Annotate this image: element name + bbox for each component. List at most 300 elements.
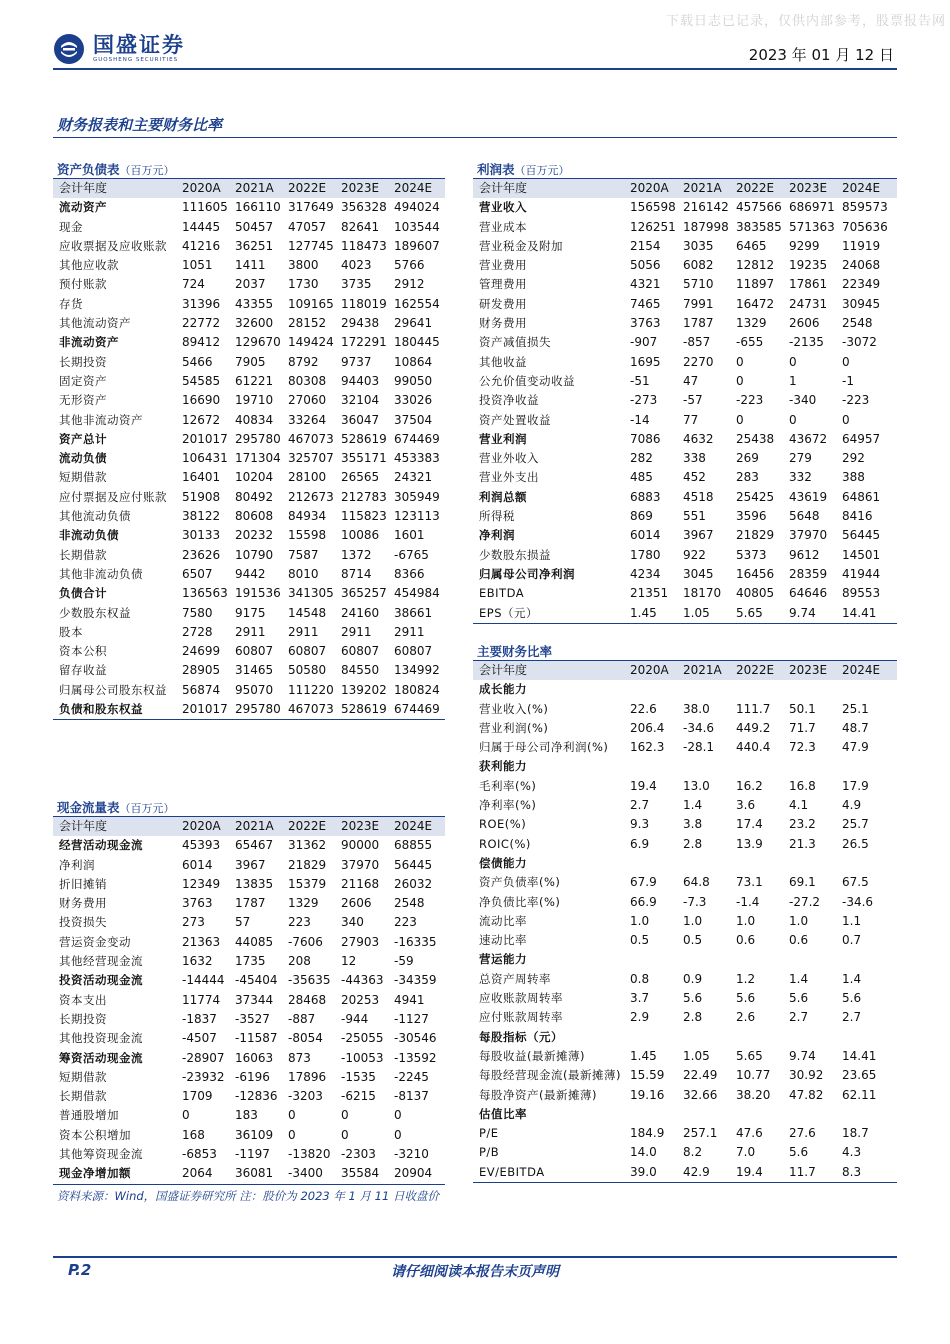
value-cell: 9.74: [786, 604, 839, 624]
row-label-cell: 归属母公司净利润: [479, 566, 575, 581]
row-label-cell: 长期投资: [59, 1011, 107, 1026]
header-year-cell: 2023E: [786, 661, 839, 680]
value-cell: 38661: [394, 605, 433, 620]
company-logo: [53, 30, 185, 68]
value-cell: 3035: [683, 238, 714, 253]
row-label-cell: 净负债比率(%): [479, 894, 561, 909]
value-cell: [627, 757, 680, 776]
value-cell: 21829: [736, 528, 775, 543]
table-row: [473, 700, 897, 719]
value-cell: 724: [182, 277, 205, 292]
value-cell: 24160: [341, 605, 380, 620]
table-section-row: [53, 971, 445, 990]
table-row: [473, 411, 897, 430]
value-cell: 2.6: [736, 1010, 756, 1025]
value-cell: 4234: [630, 566, 661, 581]
table-row: [53, 894, 445, 913]
row-label-cell: 流动比率: [479, 913, 527, 928]
table-row: [53, 546, 445, 565]
row-label-cell: 短期借款: [59, 470, 107, 485]
value-cell: 17896: [288, 1069, 327, 1084]
table-row: [473, 604, 897, 624]
table-section-row: [53, 449, 445, 468]
value-cell: 45393: [182, 838, 221, 853]
value-cell: 12812: [736, 258, 775, 273]
table-row: [473, 1047, 897, 1066]
value-cell: 4.9: [842, 798, 862, 813]
value-cell: 208: [288, 954, 311, 969]
value-cell: 156598: [630, 200, 676, 215]
value-cell: 43672: [789, 431, 828, 446]
value-cell: 6082: [683, 258, 714, 273]
value-cell: 30945: [842, 296, 881, 311]
table-row: [53, 468, 445, 487]
table-section-row: [473, 757, 897, 776]
value-cell: 1695: [630, 354, 661, 369]
value-cell: 1051: [182, 258, 213, 273]
row-label-cell: 负债和股东权益: [53, 700, 179, 720]
row-label-cell: 经营活动现金流: [59, 838, 143, 853]
section-divider: [53, 137, 897, 138]
value-cell: 3735: [341, 277, 372, 292]
value-cell: 15598: [288, 528, 327, 543]
value-cell: [839, 757, 897, 776]
table-row: [53, 391, 445, 410]
value-cell: 27903: [341, 934, 380, 949]
value-cell: 14548: [288, 605, 327, 620]
value-cell: 67.9: [630, 875, 657, 890]
table-title: [473, 643, 897, 661]
value-cell: -7.3: [683, 894, 707, 909]
value-cell: 1.0: [736, 913, 756, 928]
table-unit: （百万元）: [119, 164, 175, 177]
value-cell: 0.6: [789, 933, 809, 948]
table-section-row: [53, 526, 445, 545]
header-year-cell: 2020A: [627, 661, 680, 680]
row-label-cell: 流动资产: [59, 200, 107, 215]
row-label-cell: 短期借款: [59, 1069, 107, 1084]
row-label-cell: 归属于母公司净利润(%): [479, 740, 609, 755]
value-cell: 62.11: [842, 1087, 877, 1102]
page-number: P.2: [68, 1261, 92, 1279]
row-label-cell: 投资损失: [59, 915, 107, 930]
value-cell: 25425: [736, 489, 775, 504]
value-cell: 10864: [394, 354, 433, 369]
row-label-cell: 其他非流动资产: [59, 412, 143, 427]
table-row: [473, 256, 897, 275]
table-row: [53, 875, 445, 894]
value-cell: 2.9: [630, 1010, 650, 1025]
table-title-text: 现金流量表: [57, 800, 120, 815]
value-cell: -7606: [288, 934, 323, 949]
value-cell: 0: [182, 1108, 190, 1123]
table-row: [53, 488, 445, 507]
value-cell: 90000: [341, 838, 380, 853]
value-cell: 1.2: [736, 971, 756, 986]
value-cell: [680, 757, 733, 776]
value-cell: 212673: [288, 489, 334, 504]
value-cell: 47057: [288, 219, 327, 234]
value-cell: -273: [630, 393, 658, 408]
row-label-cell: 其他流动资产: [59, 316, 131, 331]
value-cell: [786, 854, 839, 873]
value-cell: 1.05: [683, 1048, 710, 1063]
value-cell: 8010: [288, 566, 319, 581]
value-cell: [786, 680, 839, 699]
value-cell: -1127: [394, 1011, 429, 1026]
value-cell: 64.8: [683, 875, 710, 890]
value-cell: 36081: [232, 1164, 285, 1184]
value-cell: 71.7: [789, 720, 816, 735]
value-cell: 168: [182, 1127, 205, 1142]
row-label-cell: 公允价值变动收益: [479, 373, 575, 388]
value-cell: 5373: [736, 547, 767, 562]
value-cell: 28359: [789, 566, 828, 581]
value-cell: 36251: [235, 238, 274, 253]
value-cell: 18.7: [842, 1126, 869, 1141]
table-section-row: [53, 1164, 445, 1184]
value-cell: 3.8: [683, 817, 703, 832]
row-label-cell: 财务费用: [479, 316, 527, 331]
value-cell: 10.77: [736, 1068, 771, 1083]
row-label-cell: 其他经营现金流: [59, 954, 143, 969]
value-cell: 40805: [736, 586, 775, 601]
value-cell: 2606: [789, 316, 820, 331]
value-cell: 24068: [842, 258, 881, 273]
value-cell: 39.0: [627, 1163, 680, 1183]
value-cell: 16.8: [789, 778, 816, 793]
value-cell: 686971: [789, 200, 835, 215]
value-cell: 66.9: [630, 894, 657, 909]
value-cell: 4518: [683, 489, 714, 504]
value-cell: -34.6: [683, 720, 715, 735]
table-section-row: [473, 1028, 897, 1047]
table-row: [53, 237, 445, 256]
value-cell: 42.9: [680, 1163, 733, 1183]
value-cell: 16472: [736, 296, 775, 311]
row-label-cell: 留存收益: [59, 663, 107, 678]
logo-english-name: GUOSHENG SECURITIES: [93, 57, 179, 63]
table-row: [473, 237, 897, 256]
row-label-cell: 股本: [59, 624, 83, 639]
value-cell: 106431: [182, 451, 228, 466]
value-cell: [839, 1028, 897, 1047]
row-label-cell: 非流动负债: [59, 528, 119, 543]
table-row: [53, 1029, 445, 1048]
table-row: [53, 1068, 445, 1087]
table-row: [53, 372, 445, 391]
table-row: [53, 623, 445, 642]
income-statement-table: [473, 161, 897, 624]
value-cell: [786, 950, 839, 969]
table-row: [53, 913, 445, 932]
value-cell: 0.9: [683, 971, 703, 986]
value-cell: 44085: [235, 934, 274, 949]
row-label-cell: 少数股东权益: [59, 605, 131, 620]
value-cell: 1601: [394, 528, 425, 543]
row-label-cell: EPS（元）: [473, 604, 627, 624]
value-cell: 60807: [341, 644, 380, 659]
value-cell: 2911: [394, 624, 425, 639]
value-cell: 15.59: [630, 1068, 665, 1083]
value-cell: 4941: [394, 992, 425, 1007]
table-row: [473, 391, 897, 410]
value-cell: [627, 854, 680, 873]
header-year-cell: 2024E: [391, 817, 445, 836]
value-cell: 27.6: [789, 1126, 816, 1141]
value-cell: 25.1: [842, 701, 869, 716]
row-label-cell: 营业利润: [479, 431, 527, 446]
value-cell: 16.2: [736, 778, 763, 793]
value-cell: 11919: [842, 238, 881, 253]
row-label-cell: 净利润: [479, 528, 515, 543]
value-cell: 2911: [235, 624, 266, 639]
table-row: [53, 353, 445, 372]
cash-flow-table: [53, 799, 445, 1185]
table-row: [473, 1008, 897, 1027]
value-cell: 36047: [341, 412, 380, 427]
table-section-row: [53, 700, 445, 720]
value-cell: -57: [683, 393, 703, 408]
value-cell: -4507: [182, 1031, 217, 1046]
value-cell: -2135: [789, 335, 824, 350]
table-row: [53, 314, 445, 333]
value-cell: 1329: [736, 316, 767, 331]
value-cell: 51908: [182, 489, 221, 504]
header-year-cell: 2022E: [285, 817, 338, 836]
value-cell: 38.0: [683, 701, 710, 716]
value-cell: 14501: [842, 547, 881, 562]
value-cell: 41944: [842, 566, 881, 581]
row-label-cell: 总资产周转率: [479, 971, 551, 986]
footer-divider: [53, 1256, 897, 1258]
value-cell: 80492: [235, 489, 274, 504]
value-cell: 2606: [341, 896, 372, 911]
value-cell: [680, 854, 733, 873]
value-cell: -59: [394, 954, 414, 969]
table-row: [473, 1066, 897, 1085]
value-cell: 3045: [683, 566, 714, 581]
value-cell: 6014: [182, 857, 213, 872]
value-cell: 5766: [394, 258, 425, 273]
value-cell: 21363: [182, 934, 221, 949]
value-cell: 21829: [288, 857, 327, 872]
value-cell: 24731: [789, 296, 828, 311]
table-row: [473, 372, 897, 391]
row-label-cell: 现金净增加额: [53, 1164, 179, 1184]
table-title-text: 主要财务比率: [477, 644, 553, 659]
value-cell: 355171: [341, 451, 387, 466]
value-cell: 38122: [182, 509, 221, 524]
value-cell: 31465: [235, 663, 274, 678]
value-cell: -907: [630, 335, 658, 350]
row-label-cell: 营运资金变动: [59, 934, 131, 949]
value-cell: -3400: [285, 1164, 338, 1184]
value-cell: 60807: [394, 644, 433, 659]
value-cell: 12: [341, 954, 357, 969]
value-cell: 89553: [842, 586, 881, 601]
value-cell: 2911: [341, 624, 372, 639]
value-cell: -51: [630, 373, 650, 388]
value-cell: 2064: [179, 1164, 232, 1184]
value-cell: 77: [683, 412, 699, 427]
row-label-cell: 营业利润(%): [479, 720, 549, 735]
value-cell: 61221: [235, 373, 274, 388]
value-cell: 21351: [630, 586, 669, 601]
value-cell: 0: [736, 412, 744, 427]
value-cell: 269: [736, 451, 759, 466]
table-row: [473, 970, 897, 989]
table-row: [473, 835, 897, 854]
value-cell: 873: [288, 1050, 311, 1065]
value-cell: 48.7: [842, 720, 869, 735]
header-year-cell: 2021A: [680, 179, 733, 198]
table-row: [473, 314, 897, 333]
value-cell: 7.0: [736, 1145, 756, 1160]
row-label-cell: 其他投资现金流: [59, 1031, 143, 1046]
value-cell: 64861: [842, 489, 881, 504]
table-row: [473, 989, 897, 1008]
table-row: [473, 1143, 897, 1162]
value-cell: 37504: [394, 412, 433, 427]
row-label-cell: P/B: [479, 1145, 500, 1160]
row-label-cell: 营业税金及附加: [479, 238, 563, 253]
value-cell: 47: [683, 373, 699, 388]
table-row: [473, 449, 897, 468]
value-cell: [627, 1105, 680, 1124]
table-row: [53, 275, 445, 294]
value-cell: 3.7: [630, 991, 650, 1006]
value-cell: 340: [341, 915, 364, 930]
value-cell: 95070: [235, 682, 274, 697]
value-cell: 26565: [341, 470, 380, 485]
value-cell: -13820: [288, 1147, 331, 1162]
header-year-cell: 2022E: [285, 179, 338, 198]
value-cell: 0: [341, 1108, 349, 1123]
value-cell: 22.49: [683, 1068, 718, 1083]
value-cell: 17.4: [736, 817, 763, 832]
value-cell: 7587: [288, 547, 319, 562]
value-cell: 674469: [394, 431, 440, 446]
row-label-cell: 获利能力: [479, 759, 527, 774]
value-cell: -45404: [235, 973, 278, 988]
header-year-cell: 2021A: [232, 179, 285, 198]
table-section-row: [53, 198, 445, 217]
value-cell: 22349: [842, 277, 881, 292]
value-cell: -857: [683, 335, 711, 350]
value-cell: -3527: [235, 1011, 270, 1026]
value-cell: 5.65: [736, 1048, 763, 1063]
table-row: [473, 1086, 897, 1105]
value-cell: 21168: [341, 876, 380, 891]
value-cell: 43619: [789, 489, 828, 504]
value-cell: -655: [736, 335, 764, 350]
value-cell: -887: [288, 1011, 316, 1026]
row-label-cell: 营业成本: [479, 219, 527, 234]
table-header-row: [473, 661, 897, 680]
table-row: [53, 933, 445, 952]
value-cell: -14444: [182, 973, 225, 988]
value-cell: 56445: [394, 857, 433, 872]
value-cell: 1780: [630, 547, 661, 562]
financial-ratios-table: [473, 643, 897, 1183]
value-cell: 9737: [341, 354, 372, 369]
row-label-cell: 营运能力: [479, 952, 527, 967]
value-cell: 33264: [288, 412, 327, 427]
value-cell: 551: [683, 509, 706, 524]
value-cell: 126251: [630, 219, 676, 234]
value-cell: 674469: [391, 700, 445, 720]
table-row: [53, 991, 445, 1010]
value-cell: 5.6: [789, 991, 809, 1006]
data-table: [473, 179, 897, 624]
value-cell: 28468: [288, 992, 327, 1007]
value-cell: 7465: [630, 296, 661, 311]
value-cell: 14445: [182, 219, 221, 234]
value-cell: -44363: [341, 973, 384, 988]
row-label-cell: 预付账款: [59, 277, 107, 292]
value-cell: 43355: [235, 296, 274, 311]
row-label-cell: 资产负债率(%): [479, 875, 561, 890]
value-cell: 3.6: [736, 798, 756, 813]
header-year-cell: 2020A: [179, 179, 232, 198]
value-cell: [786, 757, 839, 776]
value-cell: 171304: [235, 451, 281, 466]
header-label-cell: 会计年度: [473, 179, 627, 198]
value-cell: 20904: [391, 1164, 445, 1184]
value-cell: 9175: [235, 605, 266, 620]
value-cell: -25055: [341, 1031, 384, 1046]
value-cell: 279: [789, 451, 812, 466]
table-row: [53, 642, 445, 661]
value-cell: 1329: [288, 896, 319, 911]
value-cell: 56874: [182, 682, 221, 697]
value-cell: 72.3: [789, 740, 816, 755]
row-label-cell: 利润总额: [479, 489, 527, 504]
table-section-row: [53, 430, 445, 449]
value-cell: 494024: [394, 200, 440, 215]
value-cell: 453383: [394, 451, 440, 466]
value-cell: -1535: [341, 1069, 376, 1084]
value-cell: 0.8: [630, 971, 650, 986]
header-year-cell: 2023E: [338, 179, 391, 198]
value-cell: [839, 1105, 897, 1124]
value-cell: 0: [789, 354, 797, 369]
value-cell: [627, 680, 680, 699]
value-cell: 1735: [235, 954, 266, 969]
table-row: [473, 931, 897, 950]
value-cell: 50580: [288, 663, 327, 678]
header-divider: [53, 68, 897, 70]
value-cell: 56445: [842, 528, 881, 543]
value-cell: -6765: [394, 547, 429, 562]
value-cell: 20232: [235, 528, 274, 543]
row-label-cell: P/E: [479, 1126, 499, 1141]
value-cell: 29438: [341, 316, 380, 331]
value-cell: 9299: [789, 238, 820, 253]
value-cell: 11.7: [786, 1163, 839, 1183]
table-row: [473, 1124, 897, 1143]
header-year-cell: 2020A: [179, 817, 232, 836]
value-cell: 30133: [182, 528, 221, 543]
value-cell: 67.5: [842, 875, 869, 890]
row-label-cell: 成长能力: [479, 682, 527, 697]
row-label-cell: 其他收益: [479, 354, 527, 369]
value-cell: 295780: [232, 700, 285, 720]
row-label-cell: EV/EBITDA: [473, 1163, 627, 1183]
value-cell: 10086: [341, 528, 380, 543]
value-cell: 19235: [789, 258, 828, 273]
